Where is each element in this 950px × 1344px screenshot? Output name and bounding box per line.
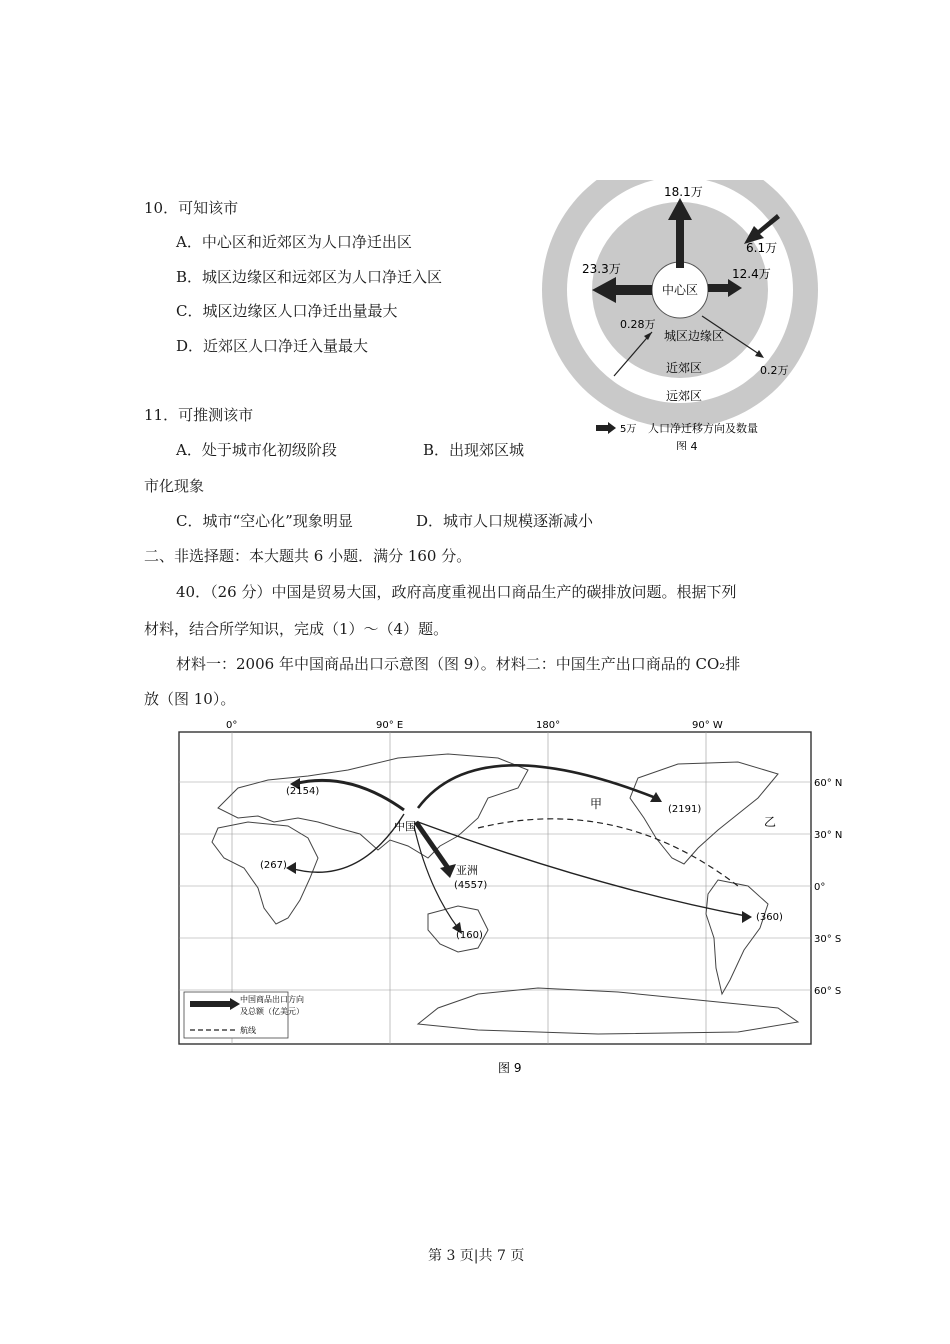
label-0-2: 0.2万 — [760, 364, 789, 377]
legend-label: 人口净迁移方向及数量 — [648, 422, 758, 435]
legend-arrow-line1: 中国商品出口方向 — [240, 995, 304, 1004]
export-north-america: (2191) — [668, 804, 702, 815]
section-heading: 二、非选择题：本大题共 6 小题．满分 160 分。 — [144, 547, 472, 565]
lon-label-0: 0° — [226, 720, 238, 731]
figure-4-caption: 图 4 — [676, 440, 698, 450]
export-oceania: (160) — [456, 930, 483, 941]
export-south-america: (360) — [756, 912, 783, 923]
figure-9-caption: 图 9 — [498, 1061, 522, 1075]
q10-option-b: B．城区边缘区和远郊区为人口净迁入区 — [176, 268, 443, 286]
lon-label-180: 180° — [536, 720, 561, 731]
label-12-4: 12.4万 — [732, 267, 771, 281]
label-far-suburb: 远郊区 — [666, 389, 703, 403]
label-0-28: 0.28万 — [620, 318, 656, 331]
lat-label-30s: 30° S — [814, 934, 842, 945]
label-center-zone: 中心区 — [662, 283, 699, 297]
export-africa: (267) — [260, 860, 287, 871]
figure-9 — [178, 718, 842, 1078]
route-yi: 乙 — [764, 815, 777, 829]
legend-scale: 5万 — [620, 424, 637, 435]
q11-option-b-continued: 市化现象 — [144, 477, 205, 495]
page-footer: 第 3 页|共 7 页 — [428, 1248, 525, 1264]
label-18-1: 18.1万 — [664, 185, 703, 199]
q10-option-a: A．中心区和近郊区为人口净迁出区 — [176, 233, 412, 251]
q40-line-4: 放（图 10）。 — [144, 690, 236, 708]
label-china: 中国 — [394, 820, 416, 833]
export-europe: (2154) — [286, 786, 320, 797]
legend-route: 航线 — [240, 1026, 256, 1035]
q40-line-3: 材料一：2006 年中国商品出口示意图（图 9）。材料二：中国生产出口商品的 CO₂排 — [176, 655, 741, 673]
q40-line-2: 材料，结合所学知识，完成（1）～（4）题。 — [144, 620, 449, 638]
lat-label-0: 0° — [814, 882, 826, 893]
q11-option-a: A．处于城市化初级阶段 — [176, 441, 337, 459]
q11-option-b: B．出现郊区城 — [423, 441, 525, 459]
route-jia: 甲 — [590, 797, 603, 811]
legend-arrow-icon — [596, 422, 616, 434]
label-near-suburb: 近郊区 — [666, 361, 703, 375]
q40-line-1: 40．（26 分）中国是贸易大国，政府高度重视出口商品生产的碳排放问题。根据下列 — [176, 583, 737, 601]
label-23-3: 23.3万 — [582, 262, 621, 276]
legend-arrow-line2: 及总额（亿美元） — [240, 1007, 304, 1016]
label-urban-edge: 城区边缘区 — [664, 329, 725, 343]
q11-option-c: C．城市“空心化”现象明显 — [176, 512, 353, 530]
lat-label-60n: 60° N — [814, 778, 842, 789]
lat-label-60s: 60° S — [814, 986, 842, 997]
q10-option-d: D．近郊区人口净迁入量最大 — [176, 337, 369, 355]
lat-label-30n: 30° N — [814, 830, 842, 841]
export-asia: (4557) — [454, 880, 488, 891]
q11-stem: 11．可推测该市 — [144, 406, 254, 424]
label-6-1: 6.1万 — [746, 241, 778, 255]
lon-label-90w: 90° W — [692, 720, 723, 731]
q10-option-c: C．城区边缘区人口净迁出量最大 — [176, 302, 398, 320]
q11-option-d: D．城市人口规模逐渐减小 — [416, 512, 594, 530]
label-asia: 亚洲 — [456, 864, 478, 877]
lon-label-90e: 90° E — [376, 720, 404, 731]
q10-stem: 10．可知该市 — [144, 199, 239, 217]
figure-4 — [540, 180, 830, 450]
